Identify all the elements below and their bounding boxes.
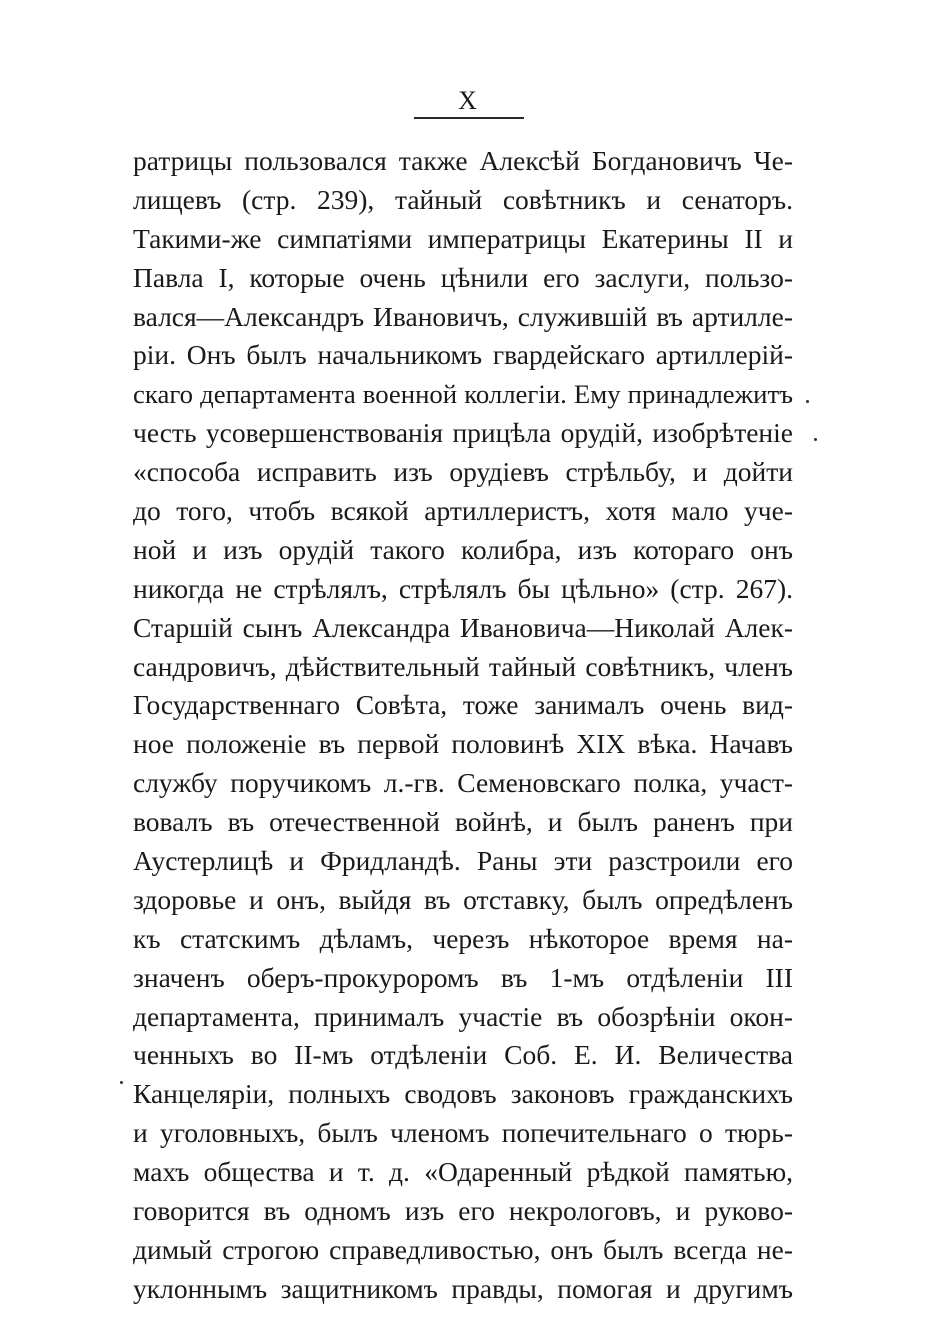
text-line: до того, чтобъ всякой артиллеристъ, хотя мало уче- (133, 495, 793, 527)
text-line: скаго департамента военной коллегіи. Ему принадлежитъ (133, 379, 793, 410)
text-line: ной и изъ орудій такого колибра, изъ котораго онъ (133, 533, 793, 565)
text-line: Аустерлицѣ и Фридландѣ. Раны эти разстроили его (133, 845, 793, 877)
folio-rule (414, 117, 524, 119)
scan-speck (120, 1081, 123, 1084)
text-line: димый строгою справедливостью, онъ былъ всегда не- (133, 1233, 793, 1265)
text-line: уклоннымъ защитникомъ правды, помогая и другимъ (133, 1272, 793, 1304)
text-line: «способа исправить изъ орудіевъ стрѣльбу, и дойти (133, 456, 793, 488)
text-line: Государственнаго Совѣта, тоже занималъ очень вид- (133, 689, 793, 721)
text-line: сандровичъ, дѣйствительный тайный совѣтникъ, членъ (133, 650, 793, 682)
text-line: Канцеляріи, полныхъ сводовъ законовъ гражданскихъ (133, 1078, 793, 1110)
text-line: никогда не стрѣлялъ, стрѣлялъ бы цѣльно» (стр. 267). (133, 572, 793, 604)
scan-speck (814, 438, 817, 441)
text-line: Такими-же симпатіями императрицы Екатерины II и (133, 222, 793, 254)
text-line: Старшій сынъ Александра Ивановича—Николай Алек- (133, 611, 793, 643)
text-line: махъ общества и т. д. «Одаренный рѣдкой памятью, (133, 1156, 793, 1188)
text-line: службу поручикомъ л.-гв. Семеновскаго полка, участ- (133, 767, 793, 799)
text-line: честь усовершенствованія прицѣла орудій, изобрѣтеніе (133, 417, 793, 449)
text-line: здоровье и онъ, выйдя въ отставку, былъ опредѣленъ (133, 883, 793, 915)
scan-speck (806, 400, 809, 403)
text-line: ченныхъ во II-мъ отдѣленіи Соб. Е. И. Величества (133, 1039, 793, 1071)
page-number: X (458, 86, 478, 115)
text-line: къ статскимъ дѣламъ, черезъ нѣкоторое время на- (133, 922, 793, 954)
body-text (133, 142, 793, 1309)
text-line: вовалъ въ отечественной войнѣ, и былъ раненъ при (133, 806, 793, 838)
text-line: ратрицы пользовался также Алексѣй Богдановичъ Че- (133, 145, 793, 176)
text-line: департамента, принималъ участіе въ обозрѣніи окон- (133, 1000, 793, 1032)
text-line: ріи. Онъ былъ начальникомъ гвардейскаго артиллерій- (133, 339, 793, 371)
text-line: ное положеніе въ первой половинѣ XIX вѣка. Начавъ (133, 728, 793, 760)
text-line: значенъ оберъ-прокуроромъ въ 1-мъ отдѣленіи III (133, 961, 793, 993)
text-line: и уголовныхъ, былъ членомъ попечительнаго о тюрь- (133, 1117, 793, 1149)
text-line: говорится въ одномъ изъ его некрологовъ, и руково- (133, 1195, 793, 1227)
text-line: Павла I, которые очень цѣнили его заслуги, пользо- (133, 261, 793, 293)
text-line: лищевъ (стр. 239), тайный совѣтникъ и сенаторъ. (133, 183, 793, 215)
text-line: вался—Александръ Ивановичъ, служившій въ артилле- (133, 300, 793, 332)
